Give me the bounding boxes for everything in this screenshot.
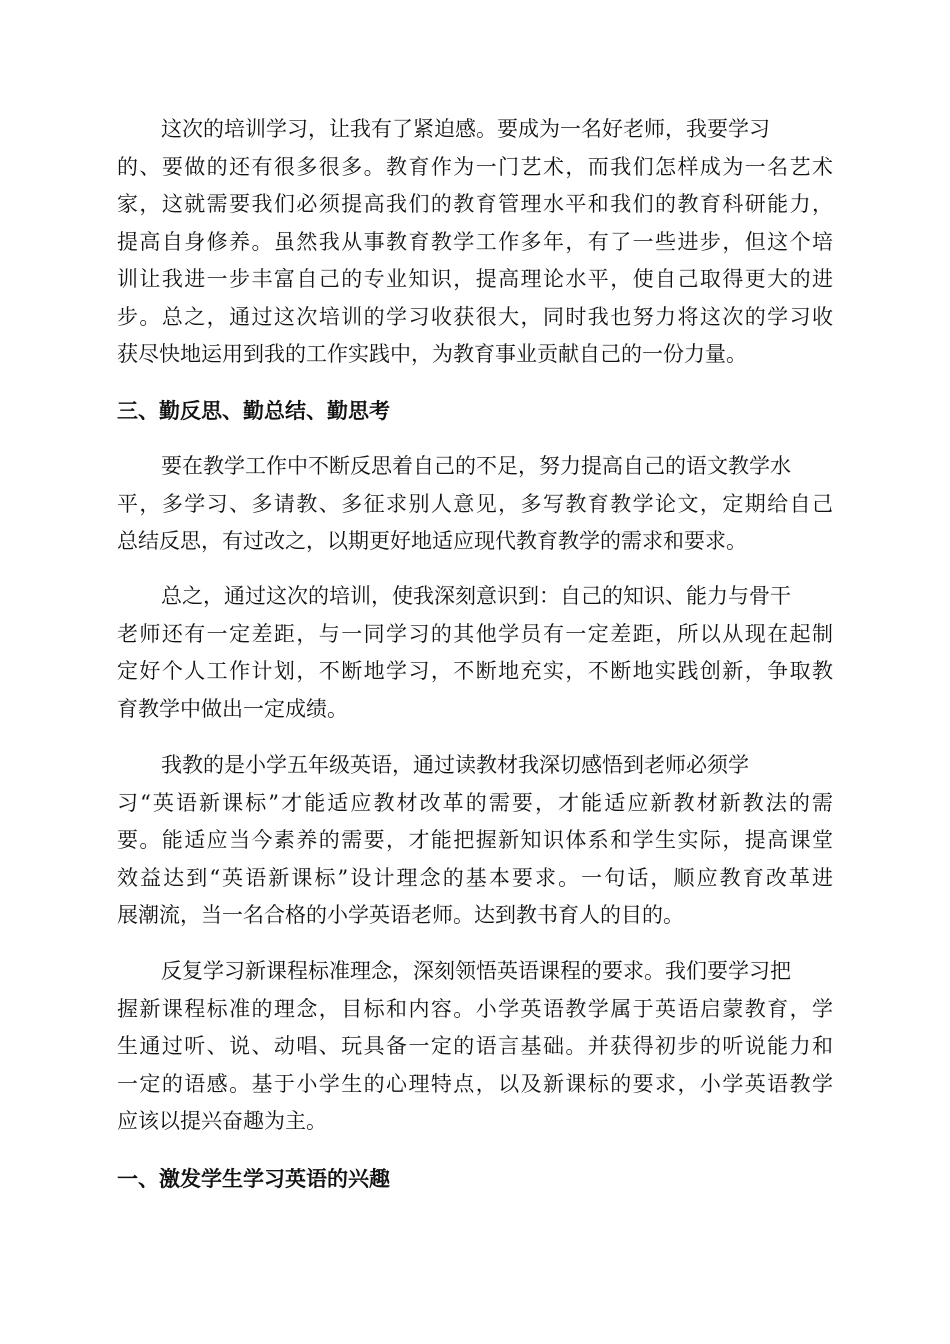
section-heading-interest: 一、激发学生学习英语的兴趣 (117, 1167, 390, 1191)
text-line: 的、要做的还有很多很多。教育作为一门艺术，而我们怎样成为一名艺术 (117, 154, 833, 179)
text-line: 应该以提兴奋趣为主。 (117, 1109, 327, 1133)
paragraph-new-standards (117, 953, 833, 1141)
text-line: 老师还有一定差距，与一同学习的其他学员有一定差距，所以从现在起制 (117, 621, 833, 646)
paragraph-summary (117, 578, 833, 728)
text-line: 要。能适应当今素养的需要，才能把握新知识体系和学生实际，提高课堂 (117, 828, 833, 852)
paragraph-reflection (117, 448, 833, 561)
text-line: 效益达到“英语新课标”设计理念的基本要求。一句话，顺应教育改革进 (117, 865, 833, 890)
text-line: 要在教学工作中不断反思着自己的不足，努力提高自己的语文教学水 (161, 454, 791, 478)
text-line: 平，多学习、多请教、多征求别人意见，多写教育教学论文，定期给自己 (117, 491, 833, 516)
section-heading-reflect: 三、勤反思、勤总结、勤思考 (117, 399, 390, 423)
text-line: 提高自身修养。虽然我从事教育教学工作多年，有了一些进步，但这个培 (117, 229, 833, 254)
text-line: 获尽快地运用到我的工作实践中，为教育事业贡献自己的一份力量。 (117, 342, 747, 366)
text-line: 总之，通过这次的培训，使我深刻意识到：自己的知识、能力与骨干 (161, 584, 791, 608)
text-line: 育教学中做出一定成绩。 (117, 696, 348, 721)
text-line: 生通过听、说、动唱、玩具备一定的语言基础。并获得初步的听说能力和 (117, 1034, 833, 1058)
text-line: 展潮流，当一名合格的小学英语老师。达到教书育人的目的。 (117, 903, 684, 927)
text-line: 这次的培训学习，让我有了紧迫感。要成为一名好老师，我要学习 (161, 117, 770, 141)
text-line: 家，这就需要我们必须提高我们的教育管理水平和我们的教育科研能力， (117, 192, 833, 216)
text-line: 一定的语感。基于小学生的心理特点，以及新课标的要求，小学英语教学 (117, 1071, 833, 1096)
text-line: 反复学习新课程标准理念，深刻领悟英语课程的要求。我们要学习把 (161, 959, 791, 983)
text-line: 定好个人工作计划，不断地学习，不断地充实，不断地实践创新，争取教 (117, 659, 833, 683)
text-line: 训让我进一步丰富自己的专业知识，提高理论水平，使自己取得更大的进 (117, 267, 833, 291)
text-line: 握新课程标准的理念，目标和内容。小学英语教学属于英语启蒙教育，学 (117, 996, 833, 1021)
text-line: 我教的是小学五年级英语，通过读教材我深切感悟到老师必须学 (161, 753, 749, 777)
text-line: 习“英语新课标”才能适应教材改革的需要，才能适应新教材新教法的需 (117, 790, 833, 815)
paragraph-training-urgency (117, 111, 833, 374)
paragraph-english-curriculum (117, 747, 833, 935)
text-line: 总结反思，有过改之，以期更好地适应现代教育教学的需求和要求。 (117, 529, 747, 553)
text-line: 步。总之，通过这次培训的学习收获很大，同时我也努力将这次的学习收 (117, 304, 833, 329)
